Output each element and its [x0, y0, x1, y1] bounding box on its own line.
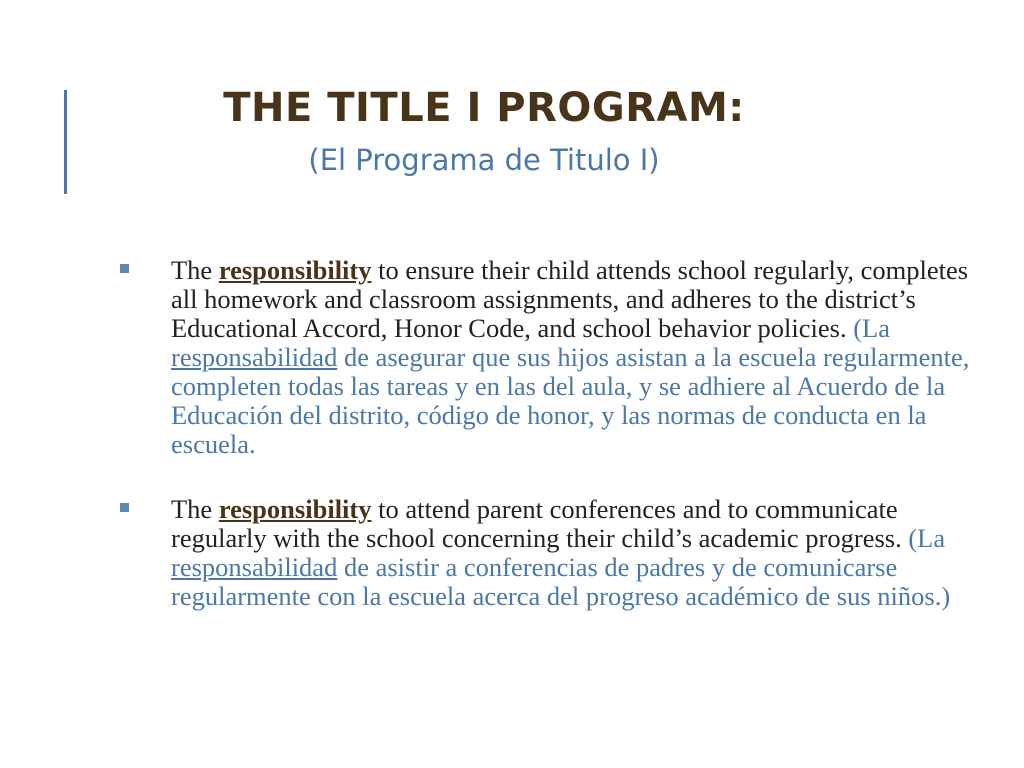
square-bullet-icon — [120, 503, 129, 512]
bullet-es-prefix: (La — [901, 523, 946, 553]
bullet-en-keyword: responsibility — [218, 494, 372, 524]
square-bullet-icon — [120, 264, 129, 273]
bullet-en-prefix: The — [171, 494, 219, 524]
bullet-en-text: to ensure their child attends school regularly, completes all homework and classroom assignments, and adheres to the district’s Educational Accord, Honor Code, and school behavior policies. — [171, 255, 969, 343]
bullet-es-keyword: responsabilidad — [171, 342, 338, 372]
bullet-list — [120, 256, 980, 611]
slide-subtitle: (El Programa de Titulo I) — [308, 143, 660, 177]
bullet-en-prefix: The — [171, 255, 219, 285]
title-block — [64, 84, 904, 180]
bullet-item — [120, 495, 980, 611]
bullet-item — [120, 256, 980, 459]
bullet-es-keyword: responsabilidad — [171, 552, 338, 582]
bullet-en-keyword: responsibility — [218, 255, 372, 285]
bullet-es-text: de asegurar que sus hijos asistan a la escuela regularmente, completen todas las tareas y en las del aula, y se adhiere al Acuerdo de la Educación del distrito, código de honor, y las normas de conducta en la escuela. — [171, 342, 970, 459]
bullet-es-prefix: (La — [846, 313, 890, 343]
bullet-en-text: to attend parent conferences and to communicate regularly with the school concerning their child’s academic progress. — [171, 494, 902, 553]
bullet-es-text: de asistir a conferencias de padres y de comunicarse regularmente con la escuela acerca del progreso académico de sus niños.) — [171, 552, 951, 611]
slide-title: THE TITLE I PROGRAM: — [223, 85, 745, 131]
